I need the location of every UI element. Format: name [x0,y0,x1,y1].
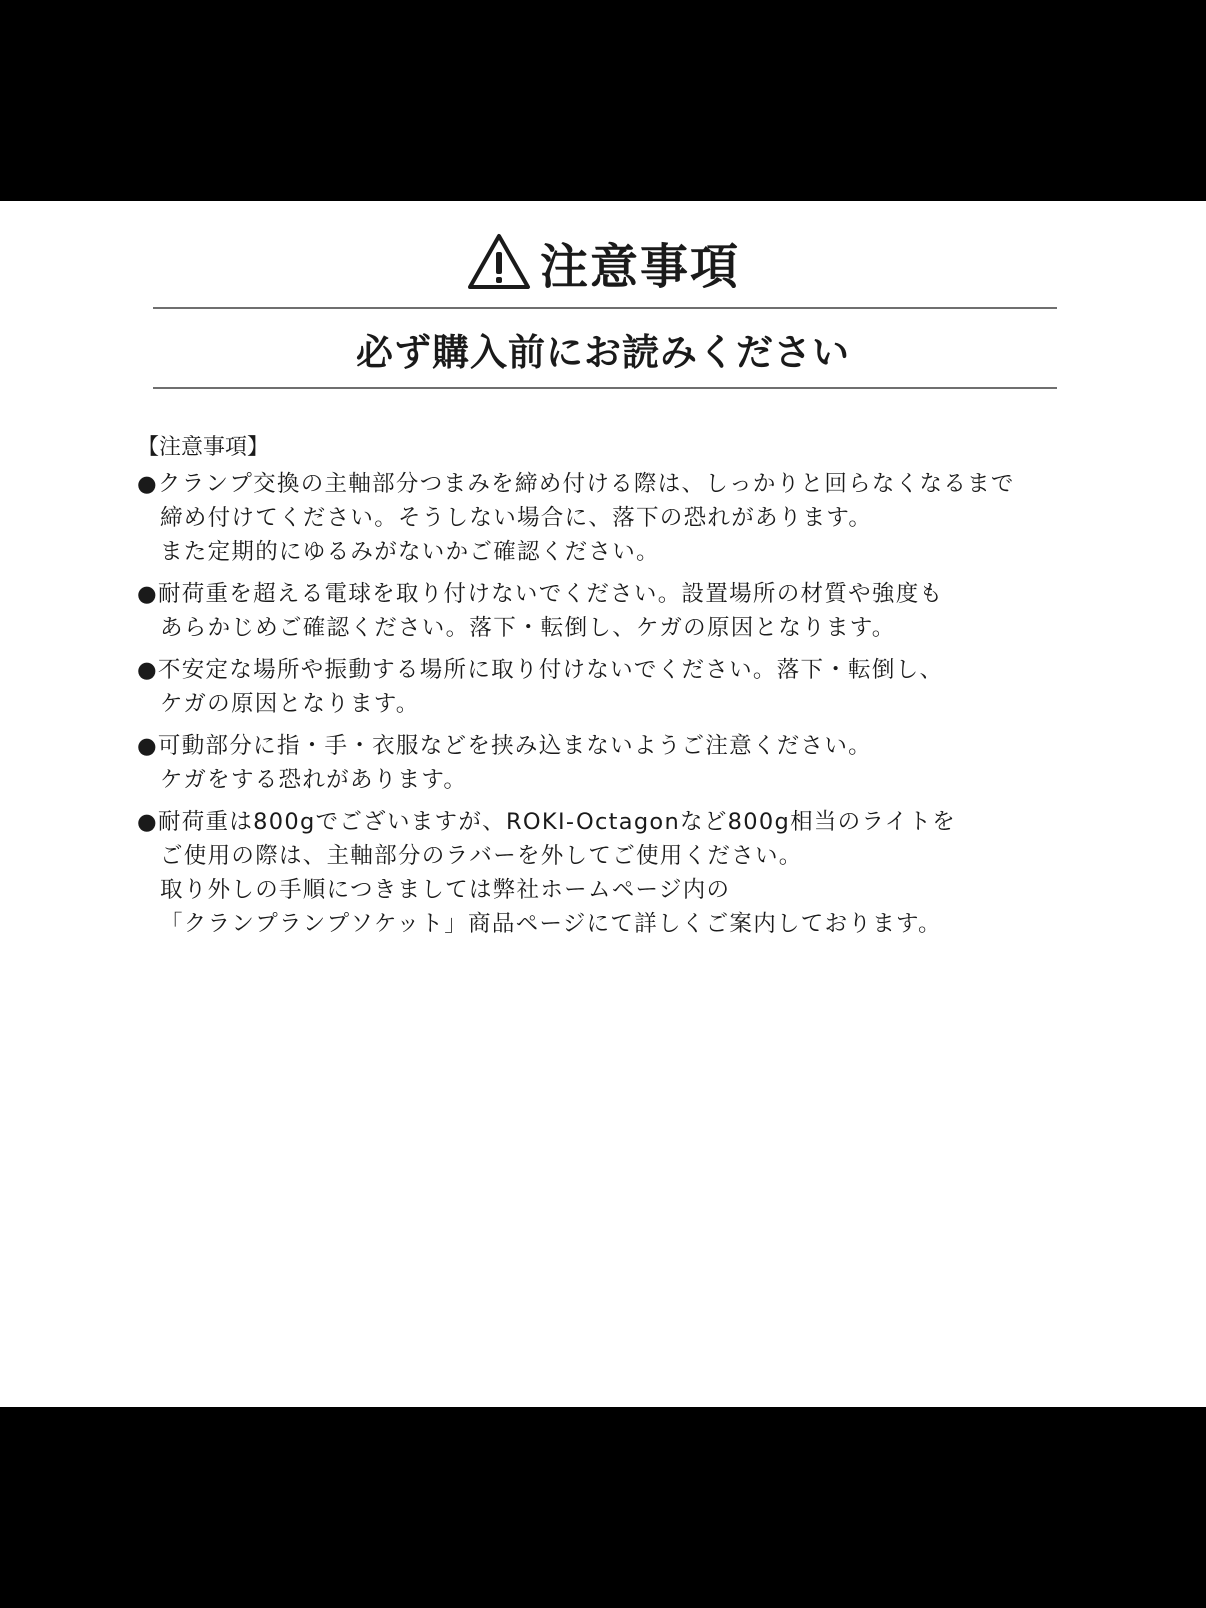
note-line: ●耐荷重を超える電球を取り付けないでください。設置場所の材質や強度も [137,581,944,607]
note-line: 締め付けてください。そうしない場合に、落下の恐れがあります。 [160,505,873,531]
notice-panel [0,201,1206,1407]
section-heading: 【注意事項】 [137,435,270,460]
title-row [0,227,1206,297]
note-line: 「クランプランプソケット」商品ページにて詳しくご案内しております。 [160,911,942,937]
note-line: ●耐荷重は800gでございますが、ROKI-Octagonなど800g相当のライトを [137,809,956,835]
note-item [137,577,1097,645]
note-line: ケガの原因となります。 [160,691,420,717]
note-line: ケガをする恐れがあります。 [160,767,468,793]
note-line: ●不安定な場所や振動する場所に取り付けないでください。落下・転倒し、 [137,657,944,683]
page-title: 注意事項 [539,238,740,295]
note-line: あらかじめご確認ください。落下・転倒し、ケガの原因となります。 [160,615,896,641]
note-line: ●クランプ交換の主軸部分つまみを締め付ける際は、しっかりと回らなくなるまで [137,471,1015,497]
notes-list [137,467,1097,949]
divider-bottom [153,387,1057,389]
note-item [137,653,1097,721]
page-subtitle: 必ず購入前にお読みください [356,331,850,374]
note-item [137,467,1097,569]
divider-top [153,307,1057,309]
note-item [137,729,1097,797]
note-line: ●可動部分に指・手・衣服などを挟み込まないようご注意ください。 [137,733,872,759]
note-line: 取り外しの手順につきましては弊社ホームページ内の [160,877,731,903]
note-line: また定期的にゆるみがないかご確認ください。 [160,539,660,565]
note-item [137,805,1097,941]
warning-icon [466,232,532,292]
note-line: ご使用の際は、主軸部分のラバーを外してご使用ください。 [160,843,803,869]
